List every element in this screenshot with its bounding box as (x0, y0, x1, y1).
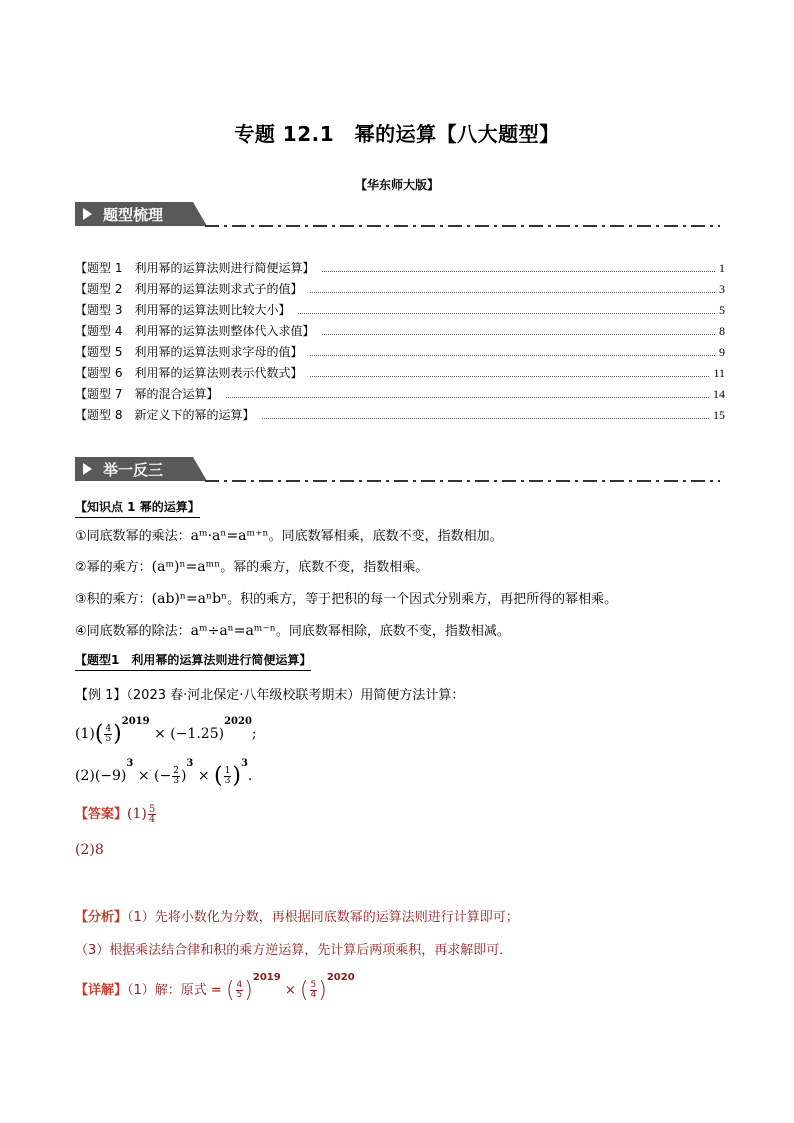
toc-item-label: 【题型 1 利用幂的运算法则进行简便运算】 (75, 261, 315, 275)
toc-leader-dots (310, 292, 715, 293)
toc-leader-dots (226, 397, 709, 398)
problem-type-heading: 【题型1 利用幂的运算法则进行简便运算】 (75, 651, 311, 671)
toc-item[interactable] (75, 382, 725, 402)
detail-label: 【详解】 (75, 983, 128, 998)
q2-fraction-1: $\frac{2}{3}$ (173, 765, 179, 786)
q1-label: (1) (75, 726, 95, 742)
rule-1 (75, 525, 503, 544)
toc-item-page: 14 (713, 387, 725, 401)
toc-leader-dots (298, 313, 715, 314)
toc-item[interactable] (75, 256, 725, 276)
rule-text: 。同底数幂相乘，底数不变，指数相加。 (268, 529, 503, 544)
toc-item[interactable] (75, 340, 725, 360)
toc-item-label: 【题型 8 新定义下的幂的运算】 (75, 408, 255, 422)
toc-item-label: 【题型 4 利用幂的运算法则整体代入求值】 (75, 324, 315, 338)
toc-leader-dots (322, 334, 715, 335)
rule-prefix: ③积的乘方： (75, 592, 152, 607)
toc-item[interactable] (75, 319, 725, 339)
toc-leader-dots (310, 355, 715, 356)
toc-leader-dots (322, 271, 715, 272)
example-statement: 【例 1】（2023 春·河北保定·八年级校联考期末）用简便方法计算： (75, 688, 465, 703)
analysis-label: 【分析】 (75, 910, 128, 925)
toc-leader-dots (310, 376, 709, 377)
toc-leader-dots (262, 418, 709, 419)
toc-item-label: 【题型 5 利用幂的运算法则求字母的值】 (75, 345, 303, 359)
analysis-line-2: （3）根据乘法结合律和积的乘方逆运算，先计算后两项乘积，再求解即可． (75, 943, 513, 958)
toc-banner (75, 200, 720, 228)
examples-banner (75, 455, 720, 483)
rule-4 (75, 620, 510, 639)
toc-item[interactable] (75, 298, 725, 318)
q1-exponent-2: 2020 (224, 716, 252, 727)
q2-fraction-2: $\frac{1}{3}$ (224, 765, 231, 786)
examples-banner-label: 举一反三 (103, 461, 164, 479)
q1-exponent: 2019 (121, 716, 150, 727)
question-2: $(2)(-9)^3$ × (− $\frac{2}{3}$ )$^3$ × ( $\frac{1}{3}$ )$^3$. (75, 758, 253, 789)
rule-3 (75, 588, 617, 607)
detail-line: 【详解】（1）解：原式 = ( $\frac{4}{5}$ )$^{2019}$ × ( $\frac{5}{4}$ )$^{2020}$ (75, 972, 355, 1003)
rule-formula: (ab)ⁿ=aⁿbⁿ (151, 591, 228, 607)
toc-item-page: 5 (719, 303, 725, 317)
rule-prefix: ④同底数幂的除法： (75, 624, 191, 639)
answer-2: (2)8 (75, 842, 104, 858)
knowledge-heading: 【知识点 1 幂的运算】 (75, 498, 200, 518)
rule-text: 。积的乘方，等于把积的每一个因式分别乘方，再把所得的幂相乘。 (227, 592, 618, 607)
toc-item-page: 3 (719, 282, 725, 296)
rule-formula: aᵐ·aⁿ=aᵐ⁺ⁿ (190, 528, 269, 544)
toc-item-page: 9 (719, 345, 725, 359)
rule-2 (75, 556, 428, 575)
analysis-line-1: 【分析】（1）先将小数化为分数，再根据同底数幂的运算法则进行计算即可； (75, 910, 519, 925)
rule-prefix: ②幂的乘方： (75, 560, 152, 575)
toc-item-page: 11 (713, 366, 725, 380)
banner-decoration (75, 455, 720, 483)
rule-text: 。幂的乘方，底数不变，指数相乘。 (220, 560, 429, 575)
q1-fraction: $\frac{4}{5}$ (105, 723, 112, 744)
toc-item-page: 8 (719, 324, 725, 338)
banner-decoration (75, 200, 720, 228)
toc-item[interactable] (75, 361, 725, 381)
answer-1: (1) $\frac{5}{4}$ (127, 803, 156, 825)
q1-middle: × (−1.25) (154, 726, 225, 742)
q2-label: (2)(−9) (75, 768, 127, 784)
question-1: (1)( $\frac{4}{5}$ )$^{2019} \times (-1.25)^{2020}$; (75, 716, 257, 747)
toc-banner-label: 题型梳理 (103, 206, 164, 224)
toc-item[interactable] (75, 403, 725, 423)
page-title: 专题 12.1 幂的运算【八大题型】 (234, 122, 560, 146)
toc-item-page: 1 (719, 261, 725, 275)
rule-formula: aᵐ÷aⁿ=aᵐ⁻ⁿ (190, 623, 276, 639)
answer-line (75, 803, 157, 824)
toc-item[interactable] (75, 277, 725, 297)
toc-item-label: 【题型 7 幂的混合运算】 (75, 387, 219, 401)
toc-item-label: 【题型 6 利用幂的运算法则表示代数式】 (75, 366, 303, 380)
toc-item-page: 15 (713, 408, 725, 422)
rule-prefix: ①同底数幂的乘法： (75, 529, 191, 544)
answer-label: 【答案】 (75, 807, 128, 822)
rule-text: 。同底数幂相除，底数不变，指数相减。 (275, 624, 510, 639)
toc-item-label: 【题型 3 利用幂的运算法则比较大小】 (75, 303, 291, 317)
toc-item-label: 【题型 2 利用幂的运算法则求式子的值】 (75, 282, 303, 296)
edition-label: 【华东师大版】 (354, 178, 439, 192)
rule-formula: (aᵐ)ⁿ=aᵐⁿ (151, 559, 221, 575)
